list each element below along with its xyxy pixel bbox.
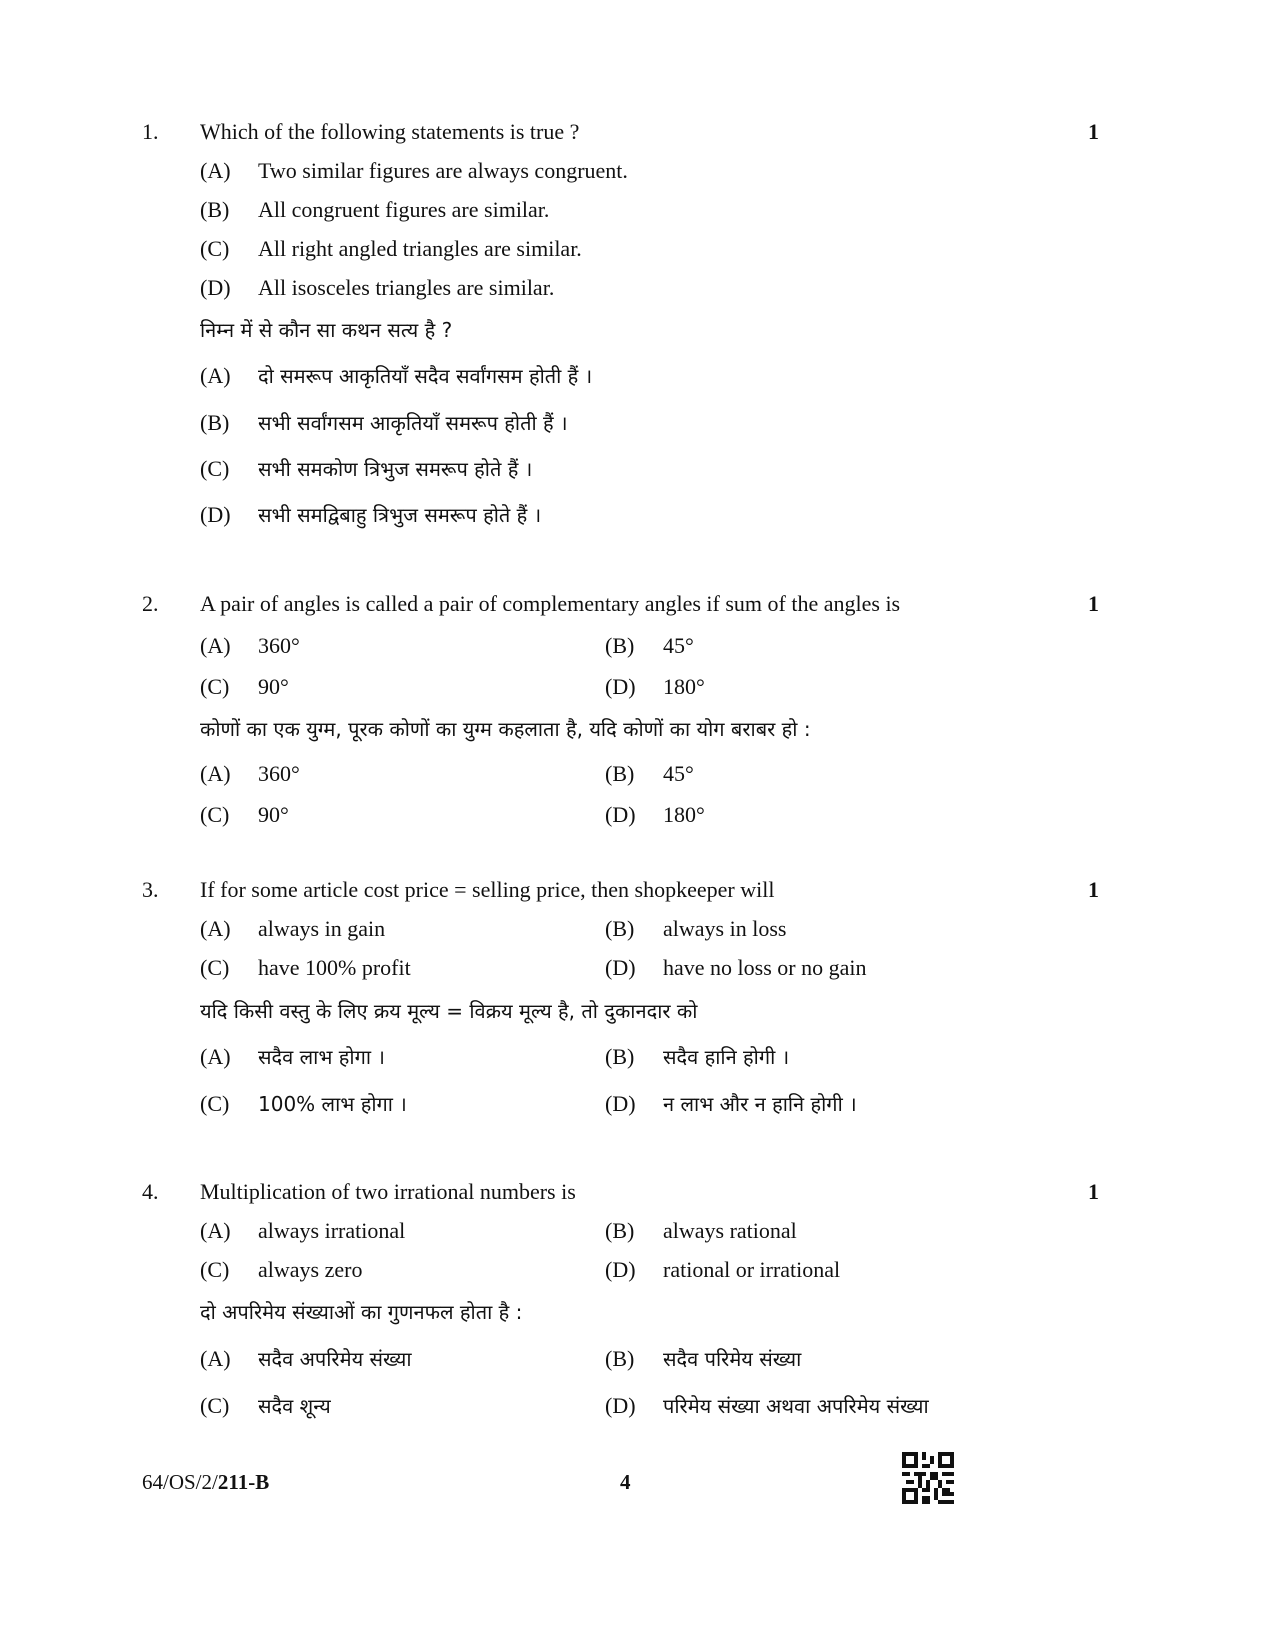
option-label: (C) [200,1257,230,1282]
option-label: (B) [605,761,635,786]
option-c-hindi [200,1090,407,1118]
option-text: 360° [258,633,300,658]
option-c [200,235,582,263]
option-label: (D) [200,502,231,527]
option-a-hindi [200,760,300,788]
option-text: 90° [258,674,289,699]
option-label: (B) [605,633,635,658]
option-a [200,632,300,660]
option-d-hindi [605,1090,857,1118]
option-label: (A) [200,1218,231,1243]
option-label: (D) [605,802,636,827]
option-label: (A) [200,1044,231,1069]
option-label: (B) [605,1346,635,1371]
option-text: 180° [663,674,705,699]
option-label: (D) [605,674,636,699]
option-text: always in loss [663,916,787,941]
option-d [605,1256,840,1284]
paper-code-bold: 211-B [217,1470,270,1494]
question-number: 3. [142,877,159,902]
option-text: always rational [663,1218,797,1243]
question-number: 2. [142,591,159,616]
paper-code-prefix: 64/OS/2/ [142,1470,218,1494]
option-b [605,632,694,660]
question-text-hindi: निम्न में से कौन सा कथन सत्य है ? [200,318,453,342]
option-a [200,157,628,185]
option-label: (C) [200,236,230,261]
option-text: सदैव परिमेय संख्या [663,1347,802,1371]
option-label: (C) [200,456,230,481]
option-label: (A) [200,1346,231,1371]
option-text: All right angled triangles are similar. [258,236,582,261]
option-text: 100% लाभ होगा । [258,1092,407,1116]
option-label: (D) [605,1091,636,1116]
option-d [605,673,705,701]
option-c [200,1256,362,1284]
option-b-hindi [605,1345,801,1373]
question-text: Which of the following statements is true ? [200,119,580,144]
option-text: 45° [663,633,694,658]
option-a [200,915,385,943]
option-d-hindi [605,1392,929,1420]
option-label: (A) [200,916,231,941]
option-d [605,954,866,982]
option-a-hindi [200,362,592,390]
option-text: दो समरूप आकृतियाँ सदैव सर्वांगसम होती हैं । [258,364,593,388]
option-b-hindi [605,760,694,788]
option-label: (D) [200,275,231,300]
option-text: परिमेय संख्या अथवा अपरिमेय संख्या [663,1394,929,1418]
option-text: सदैव अपरिमेय संख्या [258,1347,412,1371]
question-number: 1. [142,119,159,144]
option-label: (C) [200,955,230,980]
option-text: 90° [258,802,289,827]
option-d-hindi [605,801,705,829]
option-label: (C) [200,802,230,827]
option-a [200,1217,405,1245]
paper-code [142,1468,269,1496]
option-label: (C) [200,1393,230,1418]
option-c-hindi [200,1392,331,1420]
option-c-hindi [200,455,532,483]
option-d-hindi [200,501,541,529]
option-label: (D) [605,1393,636,1418]
option-label: (D) [605,955,636,980]
option-c [200,673,289,701]
option-b [605,915,786,943]
option-label: (B) [200,410,230,435]
qr-code-icon [902,1452,954,1504]
option-text: always in gain [258,916,386,941]
option-label: (A) [200,158,231,183]
option-a-hindi [200,1345,412,1373]
option-text: 360° [258,761,300,786]
question-text: If for some article cost price = selling price, then shopkeeper will [200,877,775,902]
option-label: (B) [605,1218,635,1243]
page-number: 4 [620,1470,631,1494]
option-b [200,196,549,224]
option-text: सदैव शून्य [258,1394,331,1418]
option-text: न लाभ और न हानि होगी । [663,1092,857,1116]
question-number: 4. [142,1179,159,1204]
option-text: सदैव हानि होगी । [663,1045,790,1069]
option-label: (B) [605,916,635,941]
option-text: have 100% profit [258,955,411,980]
question-marks: 1 [1088,591,1099,616]
option-b-hindi [605,1043,789,1071]
option-c-hindi [200,801,289,829]
option-label: (B) [605,1044,635,1069]
option-text: सभी सर्वांगसम आकृतियाँ समरूप होती हैं । [258,411,568,435]
question-text: A pair of angles is called a pair of complementary angles if sum of the angles is [200,591,901,616]
option-b-hindi [200,409,568,437]
option-text: always irrational [258,1218,406,1243]
option-c [200,954,411,982]
option-a-hindi [200,1043,385,1071]
option-label: (C) [200,674,230,699]
question-text-hindi: यदि किसी वस्तु के लिए क्रय मूल्य = विक्रय मूल्य है, तो दुकानदार को [200,999,698,1023]
question-marks: 1 [1088,1179,1099,1204]
option-text: Two similar figures are always congruent. [258,158,628,183]
option-text: सदैव लाभ होगा । [258,1045,385,1069]
option-label: (A) [200,761,231,786]
option-text: always zero [258,1257,363,1282]
option-text: have no loss or no gain [663,955,867,980]
question-text: Multiplication of two irrational numbers is [200,1179,576,1204]
option-label: (A) [200,633,231,658]
option-text: All congruent figures are similar. [258,197,550,222]
question-text-hindi: दो अपरिमेय संख्याओं का गुणनफल होता है : [200,1300,523,1324]
question-marks: 1 [1088,119,1099,144]
option-text: सभी समद्विबाहु त्रिभुज समरूप होते हैं । [258,503,542,527]
option-text: All isosceles triangles are similar. [258,275,555,300]
option-text: सभी समकोण त्रिभुज समरूप होते हैं । [258,457,533,481]
option-label: (C) [200,1091,230,1116]
option-label: (B) [200,197,230,222]
option-text: rational or irrational [663,1257,841,1282]
option-text: 45° [663,761,694,786]
question-text-hindi: कोणों का एक युग्म, पूरक कोणों का युग्म कहलाता है, यदि कोणों का योग बराबर हो : [200,717,811,741]
option-label: (A) [200,363,231,388]
option-label: (D) [605,1257,636,1282]
option-b [605,1217,797,1245]
option-text: 180° [663,802,705,827]
option-d [200,274,554,302]
question-marks: 1 [1088,877,1099,902]
